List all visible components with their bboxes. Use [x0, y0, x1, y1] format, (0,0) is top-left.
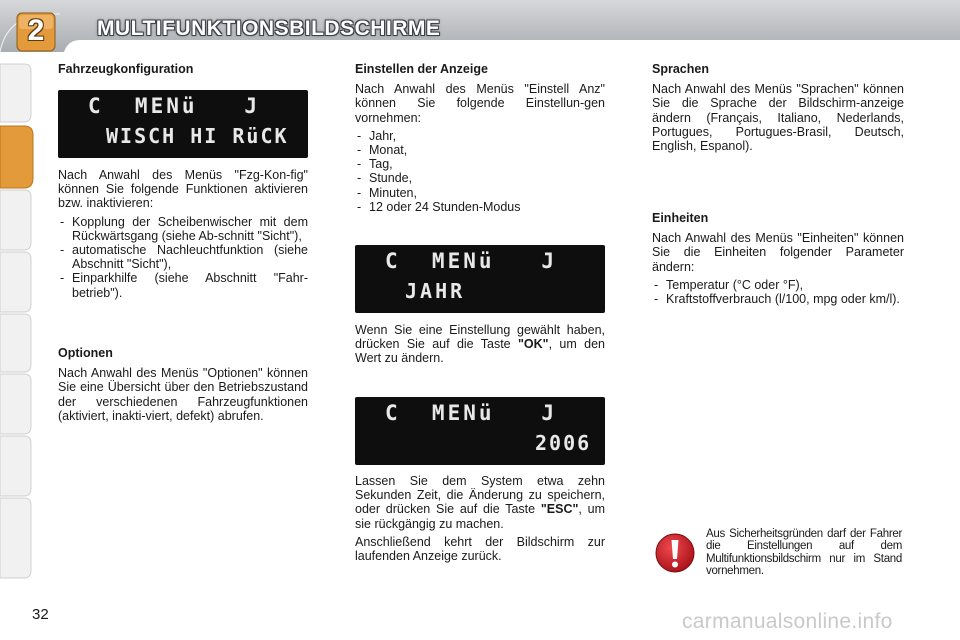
display-value-line: WISCH HI RüCK [106, 124, 289, 148]
list-item: - Monat, [355, 143, 605, 157]
select-text-after: , um den Wert zu ändern. [355, 337, 605, 366]
save-instruction [355, 474, 605, 567]
wait-text-before: Lassen Sie dem System etwa zehn Sekunden Zeit, die Änderung zu speichern, oder drücken Sie auf die Taste [355, 474, 605, 517]
display-wiper [58, 90, 308, 158]
page-title: MULTIFUNKTIONSBILDSCHIRME [97, 17, 441, 40]
options-text: Nach Anwahl des Menüs "Optionen" können Sie eine Übersicht über den Betriebszustand der verschiedenen Fahrzeugfunktionen (aktiviert, inakti-viert, defekt) abrufen. [58, 366, 308, 423]
wait-text-after: , um sie rückgängig zu machen. [355, 502, 606, 531]
section-heading-display: Einstellen der Anzeige [355, 62, 488, 76]
esc-key-label: "ESC" [540, 502, 579, 517]
ok-key-label: "OK" [518, 337, 549, 352]
chapter-tab-6 [0, 374, 31, 434]
page-header [0, 0, 960, 52]
display-value-line: 2006 [535, 431, 592, 455]
section-heading-units: Einheiten [652, 211, 709, 225]
display-intro: Nach Anwahl des Menüs "Einstell Anz" können Sie folgende Einstellun-gen vornehmen: [355, 82, 605, 125]
warning-text: Aus Sicherheitsgründen darf der Fahrer die Einstellungen auf dem Multifunktionsbildschirm nur im Stand vornehmen. [706, 528, 902, 578]
return-text: Anschließend kehrt der Bildschirm zur laufenden Anzeige zurück. [355, 534, 605, 564]
middle-column [355, 62, 605, 218]
safety-warning [652, 528, 900, 588]
chapter-tab-2-active [0, 126, 33, 188]
list-item: - Temperatur (°C oder °F), [652, 278, 904, 292]
display-settings-list [355, 129, 605, 214]
chapter-tab-1 [0, 64, 31, 122]
list-item: - Kraftstoffverbrauch (l/100, mpg oder km/l). [652, 292, 904, 306]
display-menu-line: C MENü J [385, 401, 558, 425]
select-instruction [355, 323, 605, 370]
chapter-tab-7 [0, 436, 31, 496]
watermark: carmanualsonline.info [682, 610, 893, 633]
chapter-tab-8 [0, 498, 31, 578]
display-menu-line: C MENü J [88, 94, 261, 118]
chapter-number: 2 [27, 14, 45, 47]
section-heading-options: Optionen [58, 346, 113, 360]
list-item: - Minuten, [355, 186, 605, 200]
options-section [58, 346, 308, 427]
display-menu-line: C MENü J [385, 249, 558, 273]
left-column [58, 62, 308, 82]
page-number: 32 [32, 606, 49, 623]
left-column-body [58, 168, 308, 304]
list-item: - automatische Nachleuchtfunktion (siehe Abschnitt "Sicht"), [58, 243, 308, 271]
languages-section [652, 62, 904, 157]
configuration-intro: Nach Anwahl des Menüs "Fzg-Kon-fig" können Sie folgende Funktionen aktivieren bzw. inaktivieren: [58, 168, 308, 211]
list-item: - Kopplung der Scheibenwischer mit dem Rückwärtsgang (siehe Ab-schnitt "Sicht"), [58, 215, 308, 243]
chapter-tab-4 [0, 252, 31, 312]
units-text: Nach Anwahl des Menüs "Einheiten" können Sie die Einheiten folgender Parameter ändern: [652, 231, 904, 274]
chapter-tab-5 [0, 314, 31, 372]
chapter-tab-3 [0, 190, 31, 250]
configuration-list [58, 215, 308, 300]
section-heading-configuration: Fahrzeugkonfiguration [58, 62, 194, 76]
list-item: - Tag, [355, 157, 605, 171]
select-text [355, 323, 605, 366]
display-value-line: JAHR [405, 279, 466, 303]
units-list [652, 278, 904, 306]
chapter-tab-strip [0, 62, 34, 582]
display-year-value [355, 397, 605, 465]
section-heading-languages: Sprachen [652, 62, 709, 76]
select-text-before: Wenn Sie eine Einstellung gewählt haben, drücken Sie auf die Taste [355, 323, 605, 352]
units-section [652, 211, 904, 310]
list-item: - Stunde, [355, 171, 605, 185]
languages-text: Nach Anwahl des Menüs "Sprachen" können Sie die Sprache der Bildschirm-anzeige ändern (Français, Italiano, Nederlands, Portugues, Portugues-Brasil, Deutsch, English, Espanol). [652, 82, 904, 154]
exclamation-icon [654, 532, 696, 574]
display-year [355, 245, 605, 313]
wait-text [355, 474, 605, 531]
list-item: - Jahr, [355, 129, 605, 143]
list-item: - 12 oder 24 Stunden-Modus [355, 200, 605, 214]
list-item: - Einparkhilfe (siehe Abschnitt "Fahr-betrieb"). [58, 271, 308, 299]
